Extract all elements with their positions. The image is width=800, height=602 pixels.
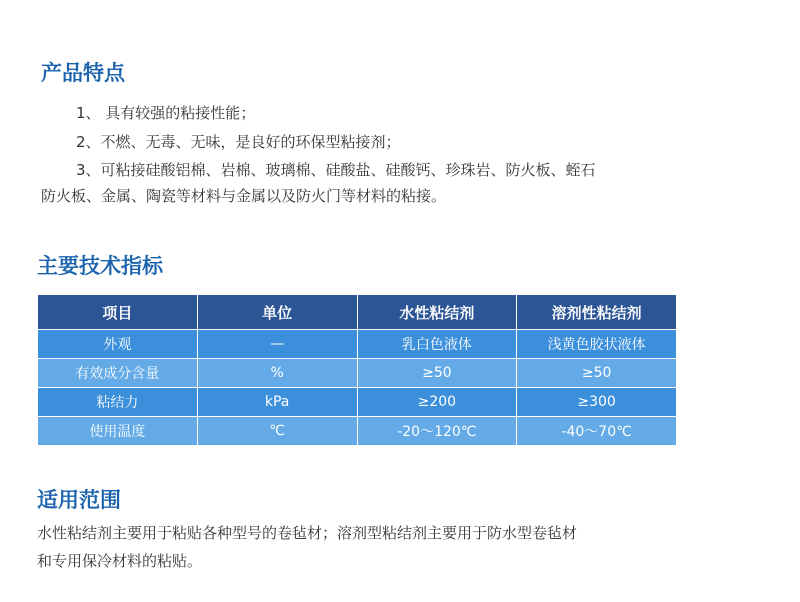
table-cell: kPa xyxy=(197,388,357,417)
header-item: 项目 xyxy=(38,295,198,330)
table-cell: 外观 xyxy=(38,330,198,359)
table-cell: 有效成分含量 xyxy=(38,359,198,388)
table-header-row xyxy=(38,295,677,330)
table-cell: 乳白色液体 xyxy=(357,330,517,359)
table-cell: -20～120℃ xyxy=(357,417,517,446)
table-row xyxy=(38,388,677,417)
table-cell: ≥50 xyxy=(517,359,677,388)
table-cell: — xyxy=(197,330,357,359)
scope-line-1: 水性粘结剂主要用于粘贴各种型号的卷毡材；溶剂型粘结剂主要用于防水型卷毡材 xyxy=(37,524,578,542)
feature-item-2: 2、不燃、无毒、无味，是良好的环保型粘接剂； xyxy=(76,133,401,151)
table-cell: 浅黄色胶状液体 xyxy=(517,330,677,359)
feature-item-1: 1、 具有较强的粘接性能； xyxy=(76,104,256,122)
table-cell: -40～70℃ xyxy=(517,417,677,446)
specs-table xyxy=(37,294,677,446)
table-cell: ≥200 xyxy=(357,388,517,417)
specs-heading: 主要技术指标 xyxy=(37,254,163,278)
table-cell: ℃ xyxy=(197,417,357,446)
header-unit: 单位 xyxy=(197,295,357,330)
scope-heading: 适用范围 xyxy=(37,488,121,512)
table-cell: ≥300 xyxy=(517,388,677,417)
scope-line-2: 和专用保冷材料的粘贴。 xyxy=(37,552,203,570)
table-row xyxy=(38,359,677,388)
header-solvent-based: 溶剂性粘结剂 xyxy=(517,295,677,330)
feature-item-3-continued: 防火板、金属、陶瓷等材料与金属以及防火门等材料的粘接。 xyxy=(41,187,447,205)
table-row xyxy=(38,417,677,446)
table-cell: % xyxy=(197,359,357,388)
feature-item-3: 3、可粘接硅酸铝棉、岩棉、玻璃棉、硅酸盐、硅酸钙、珍珠岩、防火板、蛭石 xyxy=(76,161,596,179)
table-row xyxy=(38,330,677,359)
table-cell: 粘结力 xyxy=(38,388,198,417)
table-cell: ≥50 xyxy=(357,359,517,388)
features-heading: 产品特点 xyxy=(41,61,125,85)
table-cell: 使用温度 xyxy=(38,417,198,446)
header-water-based: 水性粘结剂 xyxy=(357,295,517,330)
